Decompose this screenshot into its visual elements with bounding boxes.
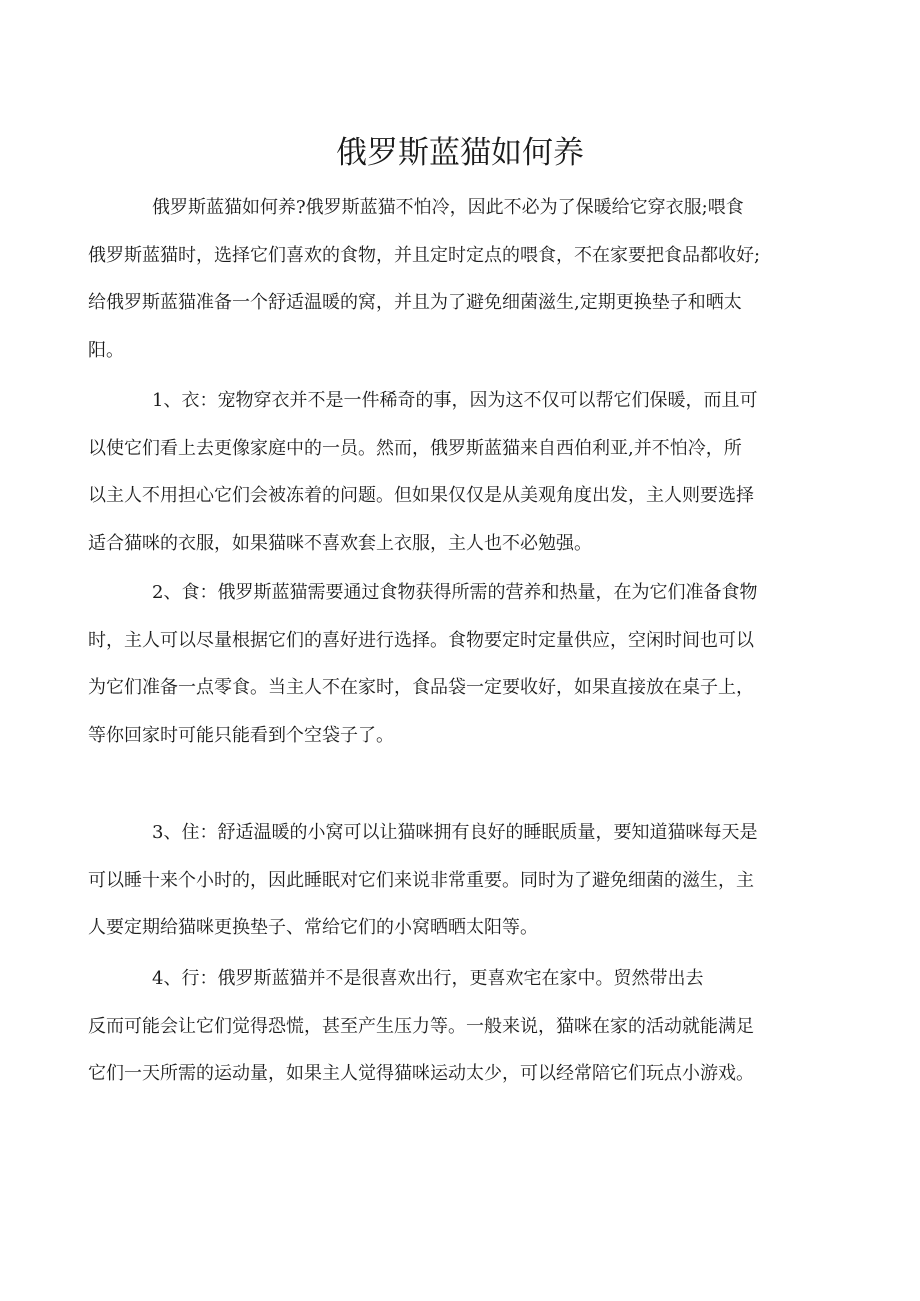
paragraph-line: 3、住：舒适温暖的小窝可以让猫咪拥有良好的睡眠质量，要知道猫咪每天是 (152, 822, 758, 843)
food-paragraph (88, 569, 833, 759)
paragraph-line: 可以睡十来个小时的，因此睡眠对它们来说非常重要。同时为了避免细菌的滋生，主 (88, 869, 754, 891)
paragraph-line: 俄罗斯蓝猫时，选择它们喜欢的食物，并且定时定点的喂食，不在家要把食品都收好; (88, 244, 761, 266)
paragraph-line: 等你回家时可能只能看到个空袋子了。 (88, 724, 394, 746)
clothing-paragraph (88, 377, 833, 567)
paragraph-line: 阳。 (88, 339, 124, 361)
paragraph-line: 俄罗斯蓝猫如何养?俄罗斯蓝猫不怕冷，因此不必为了保暖给它穿衣服;喂食 (152, 197, 744, 218)
paragraph-line: 适合猫咪的衣服，如果猫咪不喜欢套上衣服，主人也不必勉强。 (88, 532, 592, 554)
paragraph-line: 反而可能会让它们觉得恐慌，甚至产生压力等。一般来说，猫咪在家的活动就能满足 (88, 1015, 754, 1037)
paragraph-line: 以主人不用担心它们会被冻着的问题。但如果仅仅是从美观角度出发，主人则要选择 (88, 485, 754, 506)
paragraph-line: 1、衣：宠物穿衣并不是一件稀奇的事，因为这不仅可以帮它们保暖，而且可 (152, 390, 758, 411)
paragraph-line: 2、食：俄罗斯蓝猫需要通过食物获得所需的营养和热量，在为它们准备食物 (152, 582, 758, 603)
paragraph-line: 4、行：俄罗斯蓝猫并不是很喜欢出行，更喜欢宅在家中。贸然带出去 (152, 968, 704, 989)
paragraph-line: 人要定期给猫咪更换垫子、常给它们的小窝晒晒太阳等。 (88, 917, 538, 938)
paragraph-line: 给俄罗斯蓝猫准备一个舒适温暖的窝，并且为了避免细菌滋生,定期更换垫子和晒太 (88, 292, 742, 313)
intro-paragraph (88, 184, 833, 374)
paragraph-line: 它们一天所需的运动量，如果主人觉得猫咪运动太少，可以经常陪它们玩点小游戏。 (88, 1063, 754, 1084)
paragraph-line: 时，主人可以尽量根据它们的喜好进行选择。食物要定时定量供应，空闲时间也可以 (88, 629, 754, 651)
travel-paragraph (88, 955, 833, 1098)
paragraph-line: 以使它们看上去更像家庭中的一员。然而，俄罗斯蓝猫来自西伯利亚,并不怕冷，所 (88, 437, 742, 459)
housing-paragraph (88, 809, 833, 952)
paragraph-line: 为它们准备一点零食。当主人不在家时，食品袋一定要收好，如果直接放在桌子上， (88, 677, 754, 698)
page-title: 俄罗斯蓝猫如何养 (336, 135, 584, 171)
